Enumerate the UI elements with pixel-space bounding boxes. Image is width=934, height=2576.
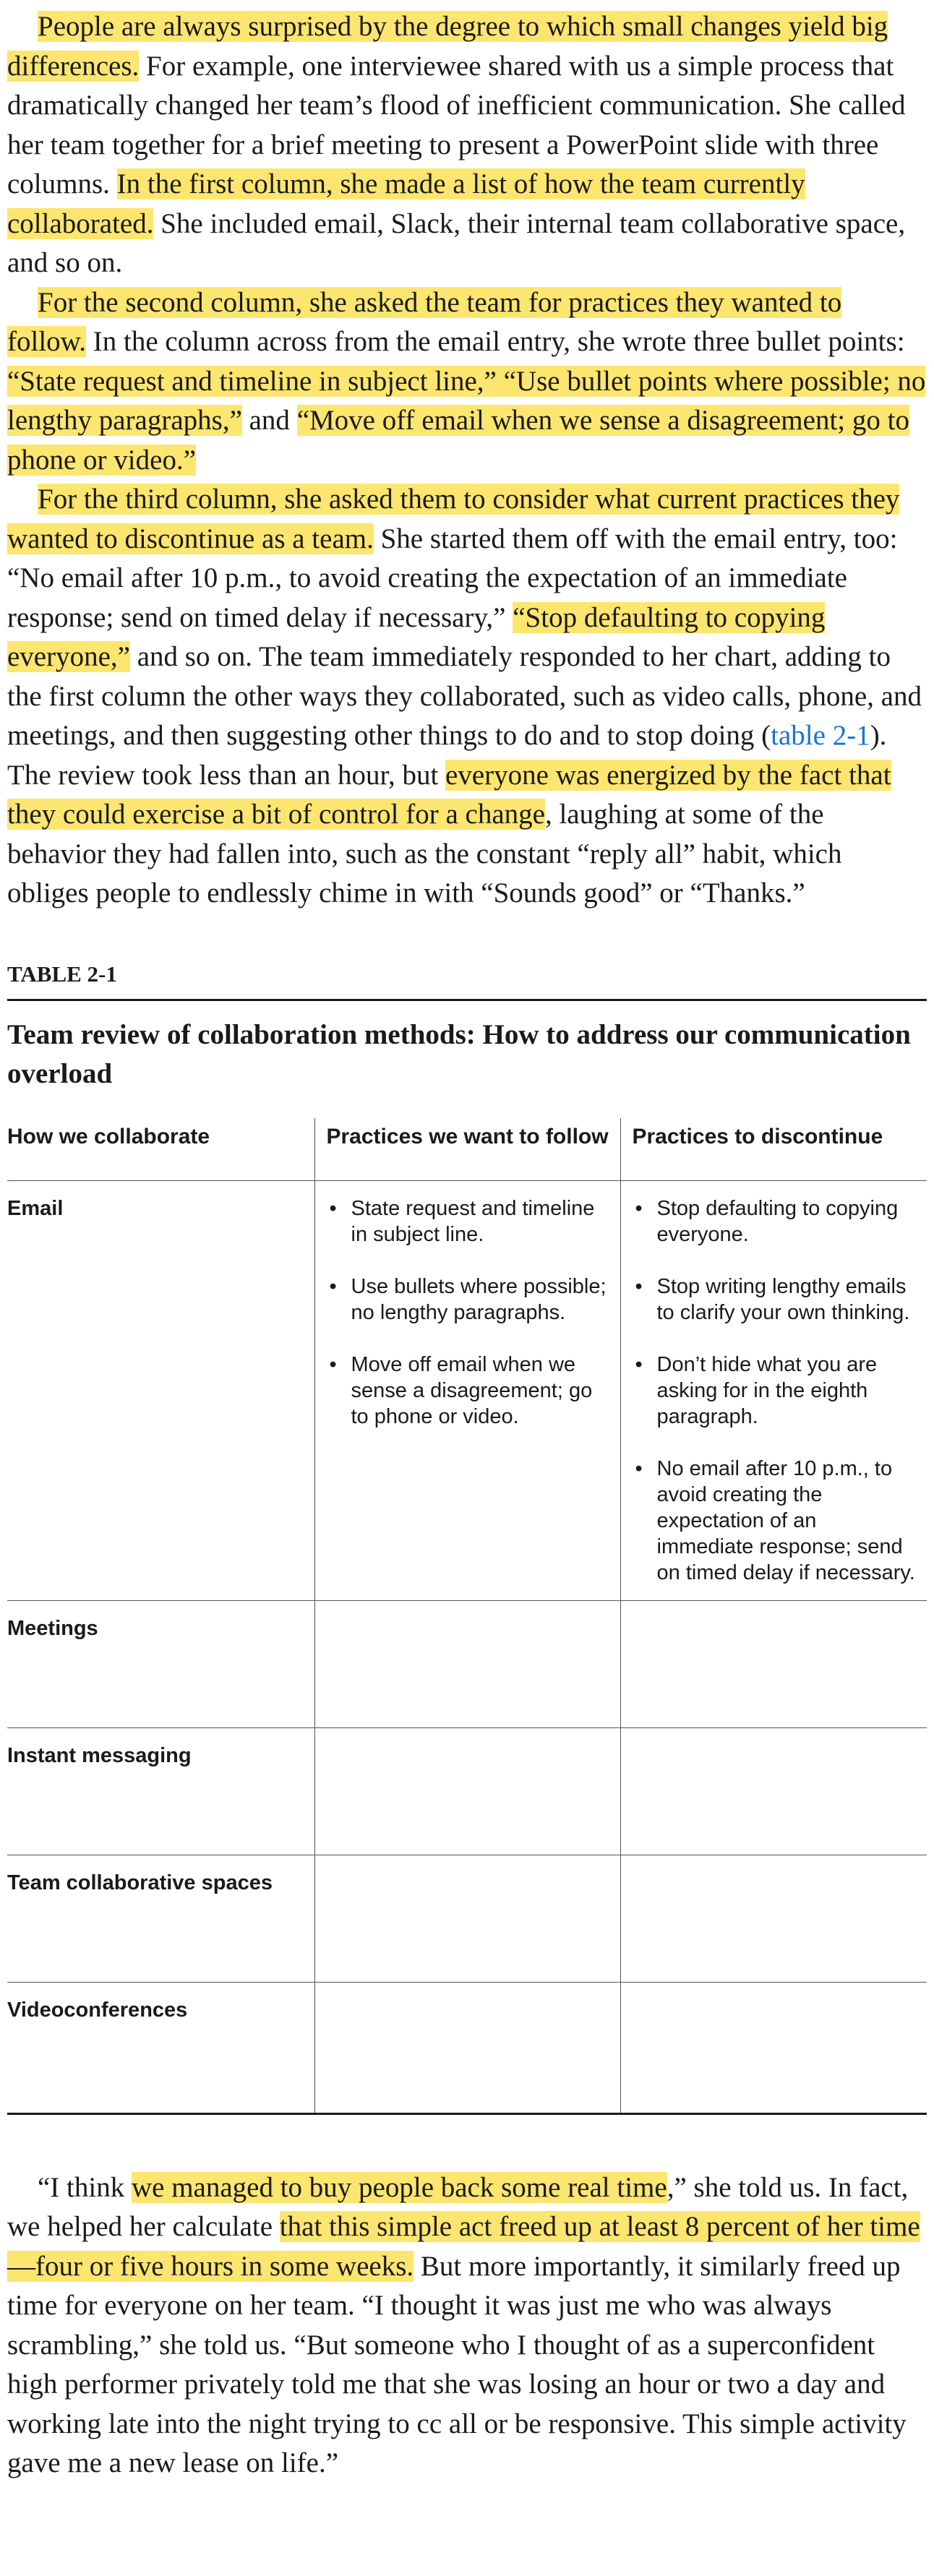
table-row xyxy=(7,1600,927,1727)
table-top-rule xyxy=(7,999,927,1001)
discontinue-cell xyxy=(620,1180,927,1600)
highlighted-text: “State request and timeline in subject line,” “Use bullet points where possible; no lengthy paragraphs,” xyxy=(7,365,926,436)
highlighted-text: For the third column, she asked them to consider what current practices they wanted to discontinue as a team. xyxy=(7,484,900,554)
column-header-discontinue: Practices to discontinue xyxy=(620,1118,927,1181)
follow-cell xyxy=(314,1855,620,1982)
table-row xyxy=(7,1855,927,1982)
discontinue-cell xyxy=(620,1982,927,2113)
highlighted-text: In the first column, she made a list of how the team currently collaborated. xyxy=(7,168,805,239)
method-cell: Instant messaging xyxy=(7,1727,314,1855)
discontinue-item: • Don’t hide what you are asking for in the eighth paragraph. xyxy=(633,1352,917,1430)
body-text: and so on. The team immediately responded to her chart, adding to the first column the other ways they collaborated, such as video calls, phone, and meetings, and then suggesting other things to do and to stop doing ( xyxy=(7,641,922,751)
body-text: ,” she told us. In fact, we helped her calculate xyxy=(7,2171,909,2242)
table-title: Team review of collaboration methods: How to address our communication overload xyxy=(7,1018,911,1089)
highlighted-text: everyone was energized by the fact that they could exercise a bit of control for a change xyxy=(7,759,891,830)
table-row xyxy=(7,1727,927,1855)
table-reference-link[interactable]: table 2-1 xyxy=(771,720,870,751)
highlighted-text: “Stop defaulting to copying everyone,” xyxy=(7,601,826,672)
discontinue-item: • Stop writing lengthy emails to clarify your own thinking. xyxy=(633,1274,917,1326)
highlighted-text: that this simple act freed up at least 8 percent of her time—four or five hours in some weeks. xyxy=(7,2211,920,2282)
table-label: TABLE 2-1 xyxy=(7,961,117,987)
table-row xyxy=(7,1982,927,2113)
discontinue-cell xyxy=(620,1600,927,1727)
method-cell: Team collaborative spaces xyxy=(7,1855,314,1982)
highlighted-text: “Move off email when we sense a disagreement; go to phone or video.” xyxy=(7,405,909,476)
method-cell: Email xyxy=(7,1180,314,1600)
follow-item: • State request and timeline in subject line. xyxy=(327,1195,610,1248)
follow-cell xyxy=(314,1982,620,2113)
body-text: and xyxy=(241,405,297,436)
discontinue-cell xyxy=(620,1855,927,1982)
discontinue-item: • Stop defaulting to copying everyone. xyxy=(633,1195,917,1248)
method-cell: Meetings xyxy=(7,1600,314,1727)
follow-item: • Move off email when we sense a disagreement; go to phone or video. xyxy=(327,1352,610,1430)
paragraph-1 xyxy=(7,7,927,283)
body-text: For example, one interviewee shared with us a simple process that dramatically changed her team’s flood of inefficient communication. She called her team together for a brief meeting to present a PowerPoint slide with three columns. xyxy=(7,50,906,199)
discontinue-cell xyxy=(620,1727,927,1855)
column-header-follow: Practices we want to follow xyxy=(314,1118,620,1181)
body-text: ). The review took less than an hour, but xyxy=(7,720,887,791)
highlighted-text: we managed to buy people back some real time xyxy=(131,2171,667,2203)
body-text: , laughing at some of the behavior they had fallen into, such as the constant “reply all” habit, which obliges people to endlessly chime in with “Sounds good” or “Thanks.” xyxy=(7,799,842,909)
paragraph-3 xyxy=(7,480,927,914)
body-text: In the column across from the email entry, she wrote three bullet points: xyxy=(86,326,905,357)
body-text: She included email, Slack, their internal team collaborative space, and so on. xyxy=(7,207,906,278)
follow-cell xyxy=(314,1180,620,1600)
highlighted-text: People are always surprised by the degree to which small changes yield big differences. xyxy=(7,11,888,82)
follow-item: • Use bullets where possible; no lengthy paragraphs. xyxy=(327,1274,610,1326)
paragraph-2 xyxy=(7,283,927,481)
highlighted-text: For the second column, she asked the team for practices they wanted to follow. xyxy=(7,286,842,357)
body-text: “I think xyxy=(38,2171,132,2203)
method-cell: Videoconferences xyxy=(7,1982,314,2113)
paragraph-4 xyxy=(7,2168,927,2483)
discontinue-item: • No email after 10 p.m., to avoid creating the expectation of an immediate response; send on timed delay if necessary. xyxy=(633,1456,917,1586)
column-header-method: How we collaborate xyxy=(7,1118,314,1181)
follow-list xyxy=(327,1195,610,1430)
body-text: She started them off with the email entry, too: “No email after 10 p.m., to avoid creating the expectation of an immediate response; send on timed delay if necessary,” xyxy=(7,523,898,633)
table-header-row xyxy=(7,1118,927,1181)
table-row xyxy=(7,1180,927,1600)
collaboration-review-table xyxy=(7,1118,927,2115)
follow-cell xyxy=(314,1727,620,1855)
body-text: But more importantly, it similarly freed up time for everyone on her team. “I thought it was just me who was always scrambling,” she told us. “But someone who I thought of as a superconfident high performer privately told me that she was losing an hour or two a day and working late into the night trying to cc all or be responsive. This simple activity gave me a new lease on life.” xyxy=(7,2250,907,2478)
discontinue-list xyxy=(633,1195,917,1586)
book-page xyxy=(7,0,927,2483)
follow-cell xyxy=(314,1600,620,1727)
